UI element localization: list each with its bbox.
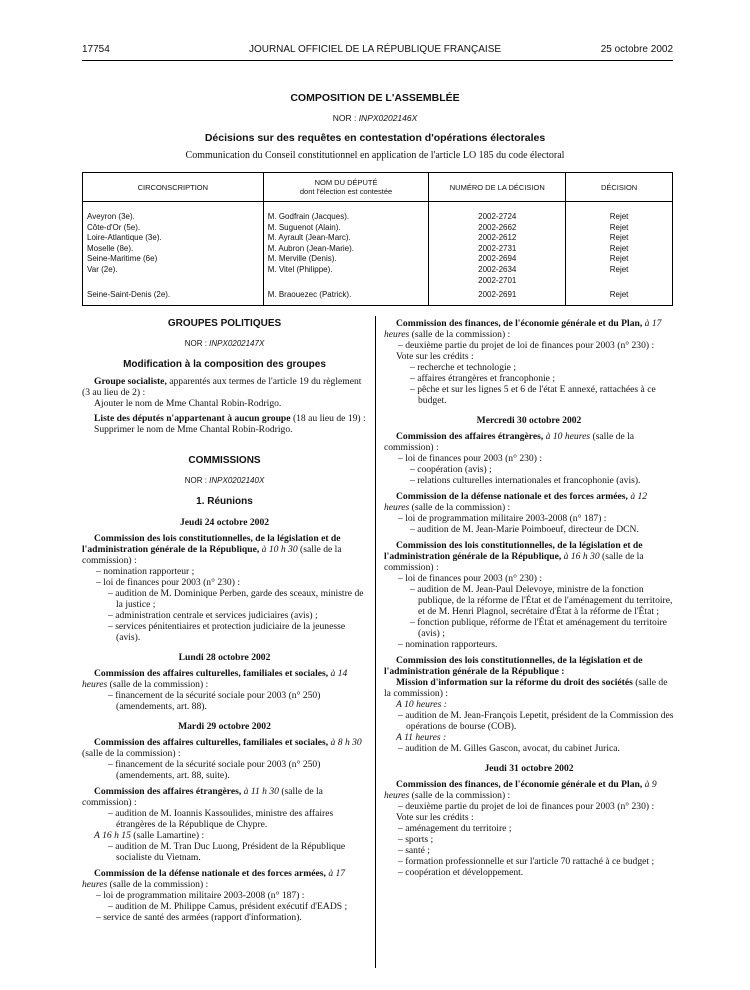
list-item: – aménagement du territoire ; bbox=[398, 823, 512, 834]
entry-time: à 10 h 30 bbox=[261, 544, 298, 555]
list-item: – services pénitentiaires et protection judiciaire de la jeunesse (avis). bbox=[108, 621, 346, 643]
cell-circ: Var (2e). bbox=[83, 265, 264, 276]
table-row bbox=[83, 223, 673, 234]
entry-time: à 16 h 30 bbox=[563, 551, 600, 562]
entry-lois-24 bbox=[82, 533, 367, 566]
cell-circ: Aveyron (3e). bbox=[83, 212, 264, 223]
col-header-depute-line1: NOM DU DÉPUTÉ bbox=[314, 178, 378, 187]
cell-depute: M. Merville (Denis). bbox=[263, 254, 429, 265]
col-header-decision: DÉCISION bbox=[566, 173, 673, 202]
entry-room: (salle de la commission) : bbox=[109, 879, 209, 890]
entry-time: A 16 h 15 bbox=[94, 830, 131, 841]
list-item: – financement de la sécurité sociale pour 2003 (n° 250) (amendements, art. 88, suite). bbox=[108, 759, 321, 781]
entry-name: Commission des affaires culturelles, familiales et sociales, bbox=[94, 668, 329, 679]
table-spacer bbox=[83, 202, 673, 213]
list-item: – audition de M. Philippe Camus, président exécutif d'EADS ; bbox=[108, 901, 348, 912]
list-item: – audition de M. Ioannis Kassoulides, ministre des affaires étrangères de la République de Chypre. bbox=[108, 808, 334, 830]
section-title: COMPOSITION DE L'ASSEMBLÉE bbox=[290, 92, 460, 104]
mission-info bbox=[384, 677, 674, 699]
entry-room: (salle de la commission) : bbox=[82, 748, 181, 759]
cell-depute: M. Ayrault (Jean-Marc). bbox=[263, 233, 429, 244]
list-item: – loi de finances pour 2003 (n° 230) : bbox=[398, 573, 542, 584]
entry-room: (salle de la commission) : bbox=[82, 544, 342, 566]
cell-circ bbox=[83, 276, 264, 287]
entry-room: (salle Lamartine) : bbox=[133, 830, 205, 841]
cell-depute: M. Aubron (Jean-Marie). bbox=[263, 244, 429, 255]
entry-def-29 bbox=[82, 868, 367, 890]
cell-circ: Moselle (8e). bbox=[83, 244, 264, 255]
cell-circ: Seine-Saint-Denis (2e). bbox=[83, 286, 264, 305]
entry-def-30 bbox=[384, 491, 674, 513]
groupes-p2-bold: Liste des députés n'appartenant à aucun groupe bbox=[94, 413, 291, 424]
mission-time-1 bbox=[384, 699, 674, 710]
list-item: – nomination rapporteur ; bbox=[96, 566, 195, 577]
journal-title: JOURNAL OFFICIEL DE LA RÉPUBLIQUE FRANÇAISE bbox=[248, 44, 502, 55]
commissions-nor: NOR : INPX0202140X bbox=[184, 476, 265, 485]
table-row bbox=[83, 233, 673, 244]
table-header-row bbox=[83, 173, 673, 202]
list-item: – affaires étrangères et francophonie ; bbox=[410, 373, 555, 384]
cell-decision: Rejet bbox=[566, 244, 673, 255]
entry-etr-30 bbox=[384, 431, 674, 453]
entry-room: (salle de la commission) : bbox=[384, 677, 668, 699]
entry-time: A 11 heures : bbox=[396, 732, 447, 743]
groupes-p2 bbox=[82, 413, 367, 424]
list-item: – administration centrale et services judiciaires (avis) ; bbox=[108, 610, 318, 621]
date-jeudi-24: Jeudi 24 octobre 2002 bbox=[179, 517, 270, 528]
entry-time: à 14 heures bbox=[82, 668, 348, 690]
entry-name: Commission des affaires étrangères, bbox=[396, 431, 544, 442]
decisions-table bbox=[82, 172, 673, 306]
entry-room: (salle de la commission) : bbox=[411, 502, 511, 513]
cell-decision: Rejet bbox=[566, 223, 673, 234]
entry-time: A 10 heures : bbox=[396, 699, 447, 710]
groupes-title: GROUPES POLITIQUES bbox=[167, 318, 282, 329]
column-divider bbox=[375, 316, 376, 968]
col-header-depute-line2: dont l'élection est contestée bbox=[299, 187, 393, 196]
table-row bbox=[83, 254, 673, 265]
cell-numero: 2002-2694 bbox=[429, 254, 566, 265]
issue-date: 25 octobre 2002 bbox=[600, 44, 673, 55]
mission-time-2 bbox=[384, 732, 674, 743]
list-item: – coopération et développement. bbox=[398, 867, 524, 878]
entry-name: Commission des finances, de l'économie générale et du Plan, bbox=[396, 779, 643, 790]
table-row bbox=[83, 244, 673, 255]
cell-numero: 2002-2634 bbox=[429, 265, 566, 276]
entry-time: à 17 heures bbox=[82, 868, 346, 890]
list-item: – deuxième partie du projet de loi de finances pour 2003 (n° 230) : bbox=[398, 801, 655, 812]
cell-numero: 2002-2612 bbox=[429, 233, 566, 244]
groupes-p2-action: Supprimer le nom de Mme Chantal Robin-Rodrigo. bbox=[94, 424, 293, 435]
entry-time: à 12 heures bbox=[384, 491, 648, 513]
cell-numero: 2002-2731 bbox=[429, 244, 566, 255]
col-header-depute bbox=[263, 173, 429, 202]
date-mercredi-30: Mercredi 30 octobre 2002 bbox=[476, 415, 582, 426]
cell-depute bbox=[263, 276, 429, 287]
nor-code: INPX0202146X bbox=[358, 113, 418, 123]
list-item: – santé ; bbox=[398, 845, 430, 856]
reunions-heading: 1. Réunions bbox=[196, 496, 253, 507]
date-mardi-29: Mardi 29 octobre 2002 bbox=[178, 721, 271, 732]
commissions-title: COMMISSIONS bbox=[188, 455, 261, 466]
cell-depute: M. Braouezec (Patrick). bbox=[263, 286, 429, 305]
entry-name: Commission des lois constitutionnelles, de la législation et de l'administration générale de la République, bbox=[82, 533, 341, 555]
table-row bbox=[83, 265, 673, 276]
entry-fin-29 bbox=[384, 318, 674, 340]
table-row bbox=[83, 212, 673, 223]
entry-lois2-30 bbox=[384, 655, 674, 677]
list-item: – formation professionnelle et sur l'article 70 rattaché à ce budget ; bbox=[398, 856, 655, 867]
groupes-nor: NOR : INPX0202147X bbox=[184, 339, 265, 348]
entry-room: (salle de la commission) : bbox=[411, 790, 511, 801]
list-item: – audition de M. Dominique Perben, garde des sceaux, ministre de la justice ; bbox=[108, 588, 364, 610]
list-item: – deuxième partie du projet de loi de finances pour 2003 (n° 230) : bbox=[398, 340, 655, 351]
cell-decision: Rejet bbox=[566, 212, 673, 223]
vote-label: Vote sur les crédits : bbox=[396, 351, 474, 362]
cell-circ: Loire-Atlantique (3e). bbox=[83, 233, 264, 244]
cell-decision: Rejet bbox=[566, 254, 673, 265]
section-subtitle: Décisions sur des requêtes en contestation d'opérations électorales bbox=[204, 132, 546, 144]
date-lundi-28: Lundi 28 octobre 2002 bbox=[178, 652, 271, 663]
entry-time: à 8 h 30 bbox=[330, 737, 362, 748]
cell-numero: 2002-2701 bbox=[429, 276, 566, 287]
header-rule bbox=[82, 60, 673, 61]
cell-decision: Rejet bbox=[566, 265, 673, 276]
groupes-p1-action: Ajouter le nom de Mme Chantal Robin-Rodrigo. bbox=[94, 398, 282, 409]
col-header-numero: NUMÉRO DE LA DÉCISION bbox=[429, 173, 566, 202]
date-jeudi-31: Jeudi 31 octobre 2002 bbox=[484, 763, 574, 774]
entry-time: à 17 heures bbox=[384, 318, 662, 340]
page-number: 17754 bbox=[82, 44, 110, 55]
groupes-subtitle: Modification à la composition des groupes bbox=[123, 359, 326, 370]
cell-numero: 2002-2691 bbox=[429, 286, 566, 305]
groupes-p1 bbox=[82, 376, 367, 398]
cell-decision: Rejet bbox=[566, 233, 673, 244]
entry-name: Commission de la défense nationale et des forces armées, bbox=[94, 868, 326, 879]
cell-depute: M. Godfrain (Jacques). bbox=[263, 212, 429, 223]
entry-room: (salle de la commission) : bbox=[109, 679, 209, 690]
left-column bbox=[82, 318, 367, 923]
entry-name: Commission des affaires étrangères, bbox=[94, 786, 242, 797]
nor-label: NOR : bbox=[332, 113, 357, 123]
cell-depute: M. Suguenot (Alain). bbox=[263, 223, 429, 234]
cell-decision bbox=[566, 276, 673, 287]
entry-fin-31 bbox=[384, 779, 674, 801]
list-item: – sports ; bbox=[398, 834, 434, 845]
entry-name: Commission des lois constitutionnelles, de la législation et de l'administration générale de la République : bbox=[384, 655, 643, 677]
entry-room: (salle de la commission) : bbox=[384, 431, 635, 453]
groupes-nor-code: INPX0202147X bbox=[209, 339, 265, 348]
vote-label: Vote sur les crédits : bbox=[396, 812, 474, 823]
groupes-p2-rest: (18 au lieu de 19) : bbox=[292, 413, 366, 424]
table-row bbox=[83, 286, 673, 305]
entry-name: Commission de la défense nationale et des forces armées, bbox=[396, 491, 628, 502]
entry-room: (salle de la commission) : bbox=[411, 329, 511, 340]
list-item: – loi de finances pour 2003 (n° 230) : bbox=[96, 577, 240, 588]
cell-depute: M. Vitel (Philippe). bbox=[263, 265, 429, 276]
right-column bbox=[384, 318, 674, 878]
list-item: – audition de M. Jean-Marie Poimboeuf, directeur de DCN. bbox=[410, 524, 639, 535]
cell-numero: 2002-2662 bbox=[429, 223, 566, 234]
groupes-p1-rest: apparentés aux termes de l'article 19 du règlement (3 au lieu de 2) : bbox=[82, 376, 362, 398]
entry-name: Commission des finances, de l'économie générale et du Plan, bbox=[396, 318, 643, 329]
entry-time: à 9 heures bbox=[384, 779, 657, 801]
entry-cult-29 bbox=[82, 737, 367, 759]
list-item: – service de santé des armées (rapport d'information). bbox=[96, 912, 302, 923]
list-item: – audition de M. Tran Duc Luong, Président de la République socialiste du Vietnam. bbox=[108, 841, 346, 863]
col-header-circonscription: CIRCONSCRIPTION bbox=[83, 173, 264, 202]
list-item: – recherche et technologie ; bbox=[410, 362, 517, 373]
entry-room: (salle de la commission) : bbox=[384, 551, 644, 573]
cell-circ: Seine-Maritime (6e) bbox=[83, 254, 264, 265]
cell-numero: 2002-2724 bbox=[429, 212, 566, 223]
list-item: – audition de M. Jean-François Lepetit, président de la Commission des opérations de bourse (COB). bbox=[398, 710, 674, 732]
entry-name: Commission des affaires culturelles, familiales et sociales, bbox=[94, 737, 329, 748]
list-item: – audition de M. Gilles Gascon, avocat, du cabinet Jurica. bbox=[398, 743, 620, 754]
entry-etr-29 bbox=[82, 786, 367, 808]
nor-reference bbox=[0, 113, 750, 123]
mission-title: Mission d'information sur la réforme du droit des sociétés bbox=[396, 677, 633, 688]
section-intro: Communication du Conseil constitutionnel en application de l'article LO 185 du code électoral bbox=[185, 150, 565, 161]
list-item: – loi de programmation militaire 2003-2008 (n° 187) : bbox=[96, 890, 305, 901]
table-row bbox=[83, 276, 673, 287]
groupes-p1-bold: Groupe socialiste, bbox=[94, 376, 167, 387]
commissions-nor-code: INPX0202140X bbox=[209, 476, 265, 485]
list-item: – audition de M. Jean-Paul Delevoye, ministre de la fonction publique, de la réforme de l'État et de l'aménagement du territoire, et de M. Henri Plagnol, secrétaire d'État à la réforme de l'État ; bbox=[410, 584, 673, 617]
list-item: – fonction publique, réforme de l'État et aménagement du territoire (avis) ; bbox=[410, 617, 667, 639]
list-item: – financement de la sécurité sociale pour 2003 (n° 250) (amendements, art. 88). bbox=[108, 690, 321, 712]
entry-room: (salle de la commission) : bbox=[82, 786, 323, 808]
list-item: – coopération (avis) ; bbox=[410, 464, 492, 475]
entry-time: à 10 heures bbox=[545, 431, 591, 442]
list-item: – loi de finances pour 2003 (n° 230) : bbox=[398, 453, 542, 464]
entry-lois-30 bbox=[384, 540, 674, 573]
cell-decision: Rejet bbox=[566, 286, 673, 305]
list-item: – relations culturelles internationales et francophonie (avis). bbox=[410, 475, 641, 486]
entry-cult-28 bbox=[82, 668, 367, 690]
entry-etr-29-second bbox=[82, 830, 367, 841]
cell-circ: Côte-d'Or (5e). bbox=[83, 223, 264, 234]
list-item: – nomination rapporteurs. bbox=[398, 639, 498, 650]
entry-time: à 11 h 30 bbox=[243, 786, 279, 797]
entry-name: Commission des lois constitutionnelles, de la législation et de l'administration générale de la République, bbox=[384, 540, 643, 562]
list-item: – pêche et sur les lignes 5 et 6 de l'état E annexé, rattachées à ce budget. bbox=[410, 384, 656, 406]
list-item: – loi de programmation militaire 2003-2008 (n° 187) : bbox=[398, 513, 607, 524]
